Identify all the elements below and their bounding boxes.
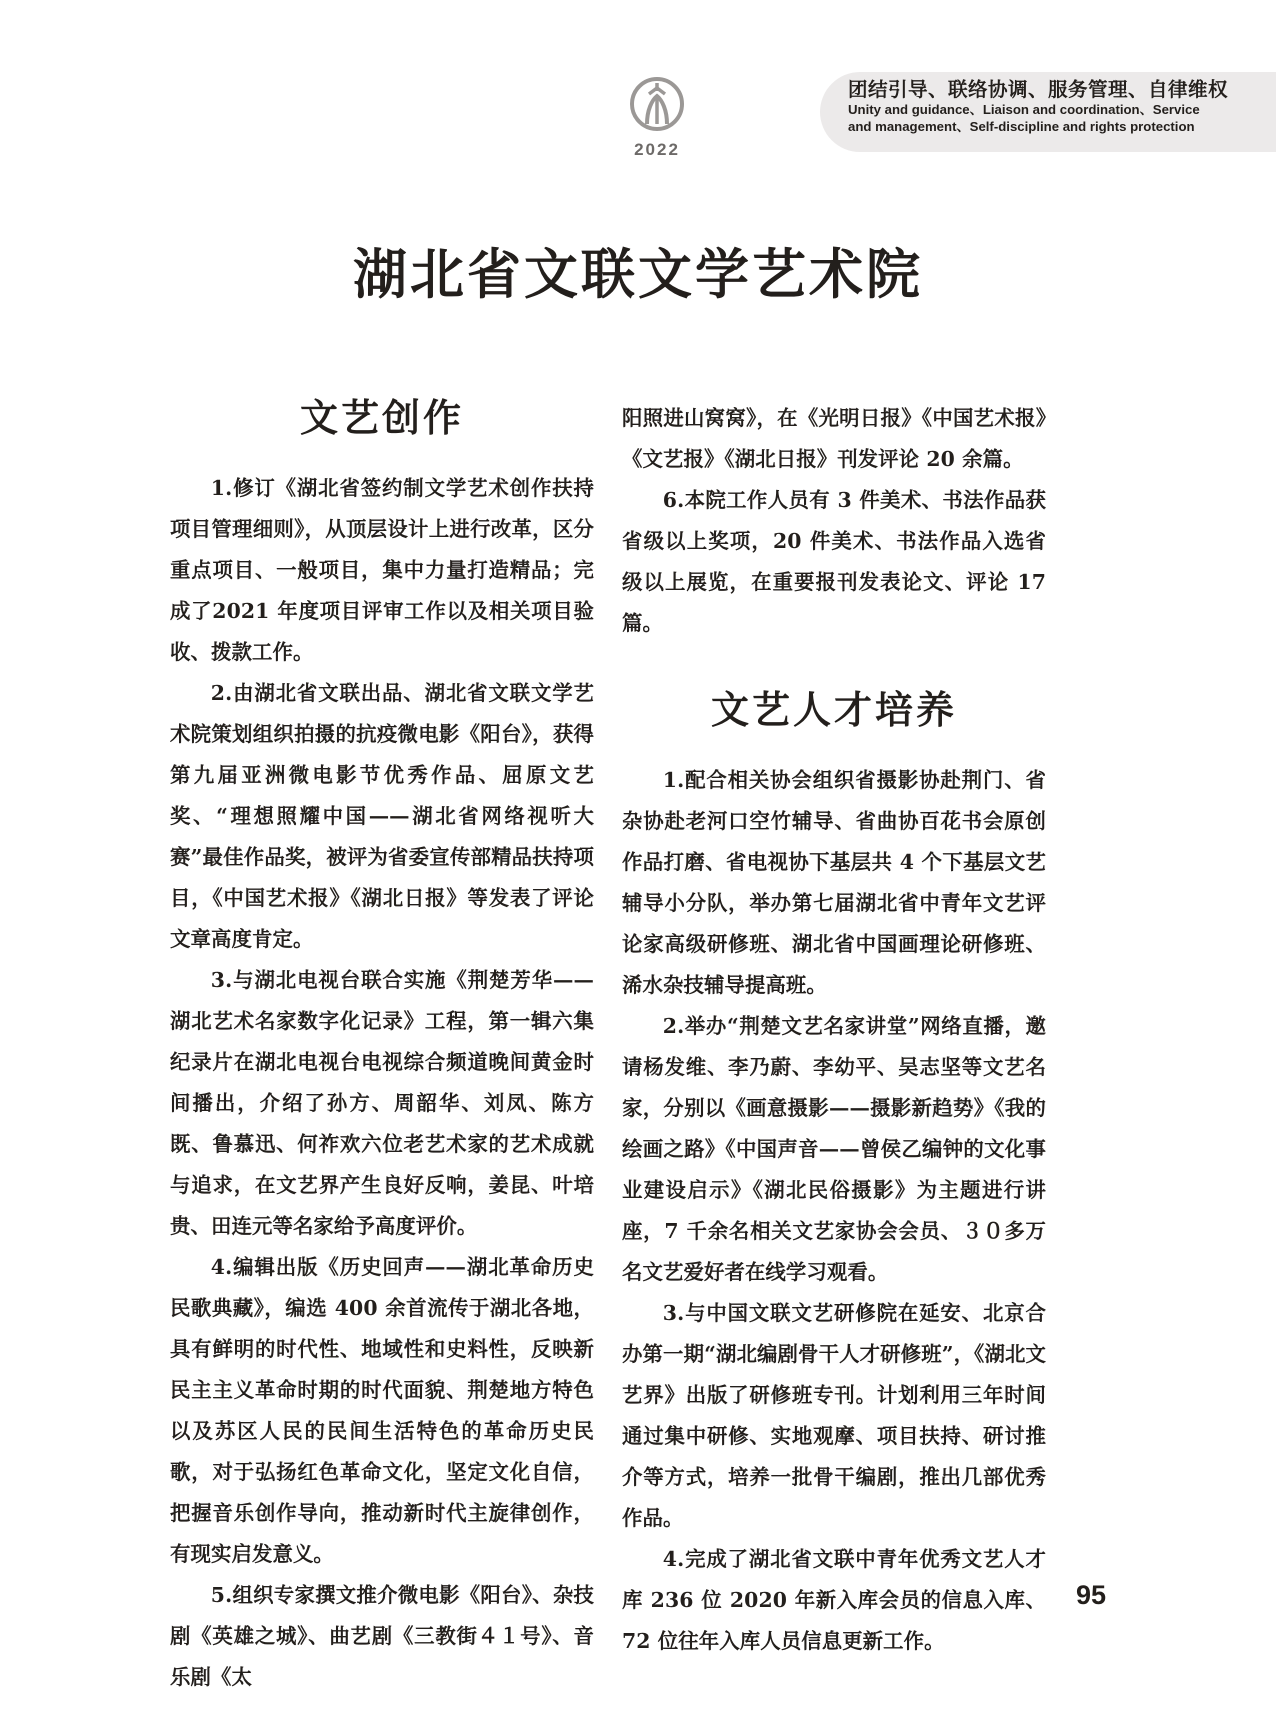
logo-year-label: 2022: [634, 140, 680, 159]
federation-emblem-icon: [625, 74, 689, 138]
paragraph: 5.组织专家撰文推介微电影《阳台》、杂技剧《英雄之城》、曲艺剧《三教街４１号》、音乐剧《太: [170, 1582, 594, 1689]
slogan-chinese: 团结引导、联络协调、服务管理、自律维权: [848, 79, 1229, 101]
paragraph: 4.完成了湖北省文联中青年优秀文艺人才库 236 位 2020 年新入库会员的信息入库、72 位往年入库人员信息更新工作。: [622, 1546, 1046, 1653]
right-column: [622, 398, 1046, 1662]
left-column: [170, 398, 594, 1698]
slogan-english-line1: Unity and guidance、Liaison and coordination、Service: [848, 102, 1200, 117]
page-title: 湖北省文联文学艺术院: [353, 242, 923, 307]
section-heading-creative-works: 文艺创作: [299, 396, 464, 440]
paragraph: 6.本院工作人员有 3 件美术、书法作品获省级以上奖项，20 件美术、书法作品入选省级以上展览，在重要报刊发表论文、评论 17 篇。: [622, 488, 1046, 635]
paragraph-continued: 阳照进山窝窝》，在《光明日报》《中国艺术报》《文艺报》《湖北日报》刊发评论 20 余篇。: [622, 406, 1046, 471]
slogan-banner: [820, 72, 1276, 152]
paragraph: 2.由湖北省文联出品、湖北省文联文学艺术院策划组织拍摄的抗疫微电影《阳台》，获得第九届亚洲微电影节优秀作品、屈原文艺奖、“理想照耀中国——湖北省网络视听大赛”最佳作品奖，被评为省委宣传部精品扶持项目，《中国艺术报》《湖北日报》等发表了评论文章高度肯定。: [170, 680, 594, 951]
page-number: 95: [1075, 1580, 1106, 1610]
paragraph: 3.与中国文联文艺研修院在延安、北京合办第一期“湖北编剧骨干人才研修班”，《湖北文艺界》出版了研修班专刊。计划利用三年时间通过集中研修、实地观摩、项目扶持、研讨推介等方式，培养一批骨干编剧，推出几部优秀作品。: [622, 1300, 1046, 1530]
page-header: [0, 0, 1276, 168]
section-heading-talent-development: 文艺人才培养: [710, 688, 957, 732]
paragraph: 1.配合相关协会组织省摄影协赴荆门、省杂协赴老河口空竹辅导、省曲协百花书会原创作品打磨、省电视协下基层共 4 个下基层文艺辅导小分队，举办第七届湖北省中青年文艺评论家高级研修班、湖北省中国画理论研修班、浠水杂技辅导提高班。: [622, 767, 1046, 997]
paragraph: 2.举办“荆楚文艺名家讲堂”网络直播，邀请杨发维、李乃蔚、李幼平、吴志坚等文艺名家，分别以《画意摄影——摄影新趋势》《我的绘画之路》《中国声音——曾侯乙编钟的文化事业建设启示》《湖北民俗摄影》为主题进行讲座，7 千余名相关文艺家协会会员、３０多万名文艺爱好者在线学习观看。: [622, 1013, 1046, 1284]
paragraph: 4.编辑出版《历史回声——湖北革命历史民歌典藏》，编选 400 余首流传于湖北各地，具有鲜明的时代性、地域性和史料性，反映新民主主义革命时期的时代面貌、荆楚地方特色以及苏区人民的民间生活特色的革命历史民歌，对于弘扬红色革命文化，坚定文化自信，把握音乐创作导向，推动新时代主旋律创作，有现实启发意义。: [170, 1254, 594, 1566]
paragraph: 3.与湖北电视台联合实施《荆楚芳华——湖北艺术名家数字化记录》工程，第一辑六集纪录片在湖北电视台电视综合频道晚间黄金时间播出，介绍了孙方、周韶华、刘凤、陈方既、鲁慕迅、何祚欢六位老艺术家的艺术成就与追求，在文艺界产生良好反响，姜昆、叶培贵、田连元等名家给予高度评价。: [170, 967, 594, 1238]
slogan-english-line2: and management、Self-discipline and rights protection: [848, 118, 1195, 134]
paragraph: 1.修订《湖北省签约制文学艺术创作扶持项目管理细则》，从顶层设计上进行改革，区分重点项目、一般项目，集中力量打造精品；完成了2021 年度项目评审工作以及相关项目验收、拨款工作。: [170, 475, 594, 664]
logo: [618, 74, 696, 158]
